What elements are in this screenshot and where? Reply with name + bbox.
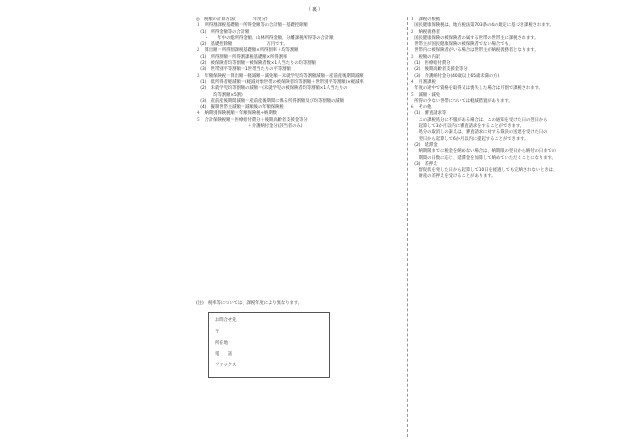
contact-box	[208, 312, 330, 378]
text-line: (1) 審査請求等	[410, 111, 447, 117]
text-line: (3) 介護納付金分(40歳以上65歳未満の方)	[410, 73, 500, 79]
text-line: (3) 差押え	[410, 161, 438, 167]
text-line: ４ 納期別保険税額＝年額保険税÷納期数	[196, 111, 277, 117]
text-line: 国民健康保険税は、地方税法第703条の4の規定に基づき課税されます。	[410, 23, 554, 29]
contact-address: 所在地	[215, 341, 228, 346]
text-line: １ 課税の根拠	[410, 17, 441, 22]
text-line: ５ 合計保険税額＝医療給付費分＋後期高齢者支援金等分	[196, 117, 308, 123]
contact-postal: 〒	[215, 330, 220, 335]
contact-header: お問合せ先	[215, 318, 237, 323]
column-divider	[407, 17, 408, 437]
text-line: 所得の少ない世帯については軽減措置があります。	[410, 98, 513, 104]
text-line: 処分の取消しの訴えは、審査請求に対する裁決の送達を受けた日の	[410, 130, 548, 136]
text-line: (2) 基礎控除額 万円です。	[196, 42, 288, 48]
text-line: 均等割額×5割)	[196, 92, 243, 98]
text-line: ２ 納税義務者	[410, 29, 441, 35]
text-line: ・ 年中の総所得金額、山林所得金額、分離課税所得等の合計額	[196, 35, 334, 41]
text-line: 期間の日数に応じ、延滞金を加算して納めていただくことになります。	[410, 155, 556, 161]
text-line: 国民健康保険の被保険者の属する世帯の世帯主に課税されます。	[410, 35, 539, 41]
text-line: (1) 低所得者軽減額＝(軽減対象世帯の被保険者均等割額＋世帯別平等割額)×軽減率	[196, 79, 364, 85]
text-line: 翌日から起算して6か月以内に提起することができます。	[410, 136, 529, 142]
text-line: (3) 産前産後期間減額＝産前産後期間に係る所得割額及び均等割額の減額	[196, 98, 344, 104]
text-line: (3) 世帯別平等割額＝1世帯当たりの平等割額	[196, 67, 291, 73]
text-line: (2) 未就学児均等割額の減額＝(未就学児の被保険者均等割額×1人当たりの	[196, 86, 348, 92]
text-line: 起算して3か月以内に審査請求をすることができます。	[410, 124, 525, 130]
text-line: ＋介護納付金分(該当者のみ)	[196, 124, 303, 130]
text-line: ５ 減額・減免	[410, 92, 441, 98]
text-line: 財産の差押えを受けることがあります。	[410, 174, 496, 180]
text-line: 納期限までに税金を納めない場合は、納期限の翌日から納付の日までの	[410, 149, 557, 155]
text-line: (4) 擬制世帯主減額＝減額後の年額保険税	[196, 105, 284, 111]
text-line: ６ その他	[410, 105, 432, 111]
text-line: ３ 年額保険税＝算出額－軽減額－減免額－未就学児均等割額減額－産前産後期間減額	[196, 73, 364, 79]
text-line: １ 所得割課税基礎額＝所得金額等の合計額－基礎控除額	[196, 23, 308, 29]
tax-notes-column	[410, 17, 628, 181]
text-line: 世帯内に被保険者がいる場合は世帯主が納税義務者となります。	[410, 48, 539, 54]
text-line: (2) 後期高齢者支援金等分	[410, 67, 468, 73]
text-line: (1) 医療給付費分	[410, 61, 451, 67]
text-line: ３ 税額の内訳	[410, 54, 441, 60]
contact-fax: ファックス	[215, 363, 237, 368]
text-line: (2) 延滞金	[410, 142, 438, 148]
contact-phone: 電 話	[215, 352, 233, 357]
text-line: 督促状を発した日から起算して10日を経過しても完納されないときは、	[410, 168, 558, 174]
text-line: この課税処分に不服がある場合は、この通知を受けた日の翌日から	[410, 117, 548, 123]
text-line: 年度の途中で資格を取得又は喪失した場合は月割で課税されます。	[410, 86, 543, 92]
text-line: (2) 被保険者均等割額＝被保険者数×1人当たりの均等割額	[196, 61, 316, 67]
text-line: (1) 所得金額等の合計額	[196, 29, 250, 35]
text-line: ◎ 税額の計算方法( 年度分)	[196, 17, 268, 22]
text-line: (1) 所得割額＝所得割課税基礎額×所得割率	[196, 54, 288, 60]
text-line: 世帯主が国民健康保険の被保険者でない場合でも、	[410, 42, 514, 48]
tax-rate-note: (注) 税率等については、課税年度により異なります。	[196, 301, 303, 306]
page-header: （裏）	[305, 7, 324, 13]
text-line: ４ 月割課税	[410, 79, 436, 85]
tax-calculation-column	[196, 17, 406, 130]
text-line: ２ 算出額＝所得割課税基礎額×所得割率＋均等割額	[196, 48, 299, 54]
